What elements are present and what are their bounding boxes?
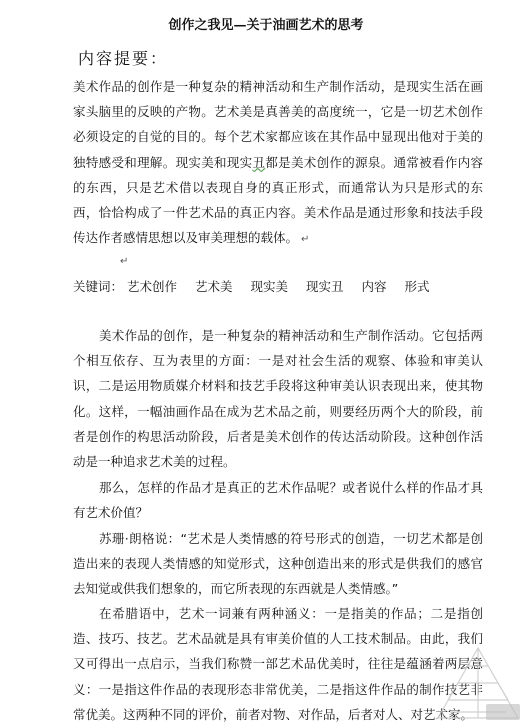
spelling-flag: 丑 (252, 154, 266, 170)
summary-heading: 内容提要： (78, 49, 169, 68)
keyword: 艺术美 (195, 279, 233, 294)
body-paragraph-1: 美术作品的创作，是一种复杂的精神活动和生产制作活动。它包括两个相互依存、互为表里的方面：一是对社会生活的观察、体验和审美认识，二是运用物质媒介材料和技艺手段将这种审美认识表现出来，使其物化。这样，一幅油画作品在成为艺术品之前，则要经历两个大的阶段，前者是创作的构思活动阶段，后者是美术创作的传达活动阶段。这种创作活动是一种追求艺术美的过程。 (73, 328, 483, 470)
keywords-label: 关键词： (73, 279, 124, 294)
paragraph-mark-icon: ↵ (301, 234, 310, 246)
summary-text-start: 美术作品的创作是一种复杂的精神活动和生产制作活动，是现实生活在画家头脑里的反映的产物。艺术美是真善美的高度统一，它是一切艺术创作必须设定的自觉的目的。每个艺术家都应该在其作品中显现出他对于美的独特感受和理解。现实美和现实 (73, 79, 483, 170)
keywords-line (73, 277, 444, 295)
paragraph-mark-icon: ↵ (120, 256, 129, 267)
summary-text-end: 都是美术创作的源泉。通常被看作内容的东西，只是艺术借以表现自身的真正形式，而通常认为只是形式的东西，恰恰构成了一件艺术品的真正内容。美术作品是通过形象和技法手段传达作者感情思想以及审美理想的载体。 (73, 154, 483, 246)
summary-paragraph (73, 74, 483, 252)
keyword: 形式 (404, 279, 430, 294)
keyword: 现实美 (250, 279, 289, 294)
body-paragraph-4: 在希腊语中，艺术一词兼有两种涵义：一是指美的作品；二是指创造、技巧、技艺。艺术品就是具有审美价值的人工技术制品。由此，我们又可得出一点启示，当我们称赞一部艺术品优美时，往往是蕴涵着两层意义：一是指这件作品的表现形态非常优美，二是指这件作品的制作技艺非常优美。这两种不同的评价，前者对物、对作品，后者对人、对艺术家。 (73, 606, 483, 722)
watermark-logo-icon (430, 638, 526, 724)
keyword: 内容 (361, 279, 387, 294)
keyword: 艺术创作 (127, 279, 178, 294)
body-paragraph-3: 苏珊·朗格说：“艺术是人类情感的符号形式的创造，一切艺术都是创造出来的表现人类情感的知觉形式，这种创造出来的形式是供我们的感官去知觉或供我们想象的，而它所表现的东西就是人类情感。” (73, 531, 483, 597)
body-paragraph-2: 那么，怎样的作品才是真正的艺术作品呢？或者说什么样的作品才具有艺术价值？ (73, 480, 483, 521)
document-title: 创作之我见—关于油画艺术的思考 (168, 18, 364, 33)
keyword: 现实丑 (306, 279, 344, 294)
